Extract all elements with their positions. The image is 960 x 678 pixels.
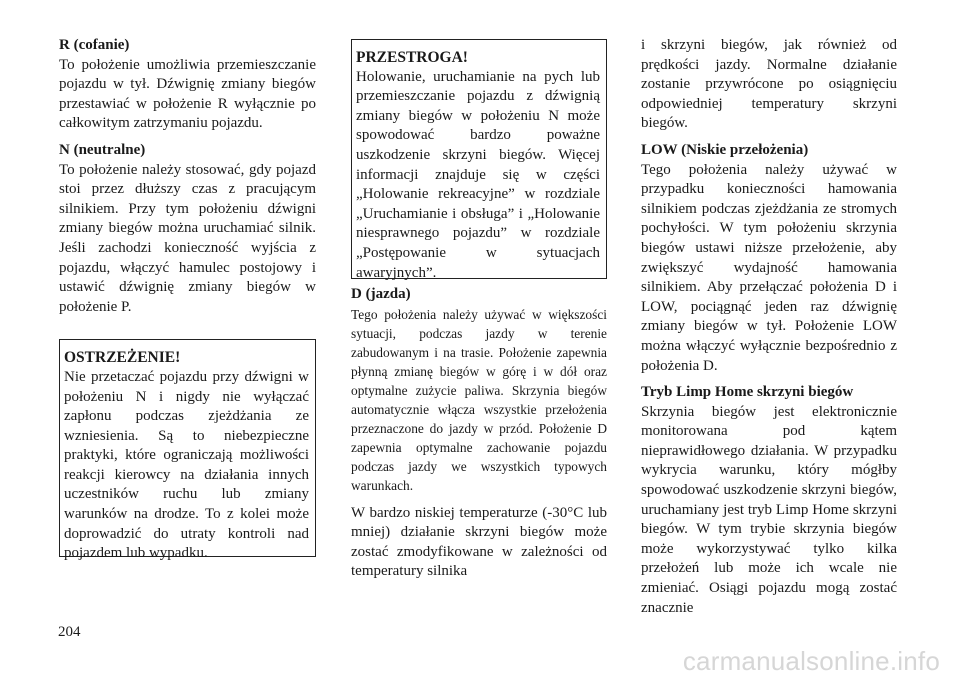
- d-heading: D (jazda): [351, 286, 411, 302]
- column-right: [641, 36, 897, 618]
- caution-title: PRZESTROGA!: [356, 49, 468, 66]
- temperature-continued: i skrzyni biegów, jak również od prędkości jazdy. Normalne działanie zostanie przywrócone po osiągnięciu odpowiedniej temperatury skrzyni biegów.: [641, 37, 897, 132]
- warning-title: OSTRZEŻENIE!: [64, 349, 181, 367]
- low-heading: LOW (Niskie przełożenia): [641, 141, 809, 158]
- limp-home-paragraph: Skrzynia biegów jest elektronicznie monitorowana pod kątem nieprawidłowego działania. W przypadku wykrycia warunku, który mógłby spowodować uszkodzenie skrzyni biegów, uruchamiany jest tryb Limp Home skrzyni biegów. W tym trybie skrzynia biegów może wykorzystywać tylko kilka przełożeń lub może ich wcale nie zmieniać. Osiągi pojazdu mogą zostać znacznie: [641, 403, 897, 616]
- d-block: [351, 305, 607, 496]
- low-paragraph: Tego położenia należy używać w przypadku konieczności hamowania silnikiem podczas zjeżdżania ze stromych pochyłości. W tym położeniu skrzynia biegów ustawi niższe przełożenie, aby zwiększyć wydajność hamowania silnikiem. Aby przełączać położenia D i LOW, pociągnąć jeden raz dźwignię zmiany biegów w tył. Położenie LOW można włączyć wyłącznie bezpośrednio z położenia D.: [641, 161, 897, 374]
- caution-text: Holowanie, uruchamianie na pych lub przemieszczanie pojazdu z dźwignią zmiany biegów w położeniu N może spowodować bardzo poważne uszkodzenie skrzyni biegów. Więcej informacji znajduje się w części „Holowanie rekreacyjne” w rozdziale „Uruchamianie i obsługa” i „Holowanie niesprawnego pojazdu” w rozdziale „Postępowanie w sytuacjach awaryjnych”.: [356, 68, 600, 281]
- column-middle: [351, 39, 607, 582]
- n-paragraph: To położenie należy stosować, gdy pojazd stoi przez dłuższy czas z pracującym silnikiem. Przy tym położeniu dźwigni zmiany biegów można uruchamiać silnik. Jeśli zachodzi konieczność wyjścia z pojazdu, włączyć hamulec postojowy i ustawić dźwignię zmiany biegów w położenie P.: [59, 161, 316, 315]
- caution-box: [351, 39, 607, 279]
- warning-box: [59, 339, 316, 562]
- limp-home-heading: Tryb Limp Home skrzyni biegów: [641, 384, 854, 401]
- d-paragraph: Tego położenia należy używać w większości sytuacji, podczas jazdy w terenie zabudowanym i na trasie. Położenie zapewnia płynną zmianę biegów w górę i w dół oraz optymalne zużycie paliwa. Skrzynia biegów automatycznie włącza wszystkie przełożenia przeznaczone do jazdy w przód. Położenie D zapewnia optymalne zachowanie pojazdu podczas jazdy we wszystkich typowych warunkach.: [351, 306, 607, 494]
- r-heading: R (cofanie): [59, 37, 130, 53]
- warning-text: Nie przetaczać pojazdu przy dźwigni w położeniu N i nigdy nie wyłączać zapłonu podczas zjeżdżania ze wzniesienia. Są to niebezpieczne praktyki, które ograniczają możliwości reakcji kierowcy na działania innych uczestników ruchu lub zmiany warunków na drodze. To z kolei może doprowadzić do utraty kontroli nad pojazdem lub wypadku.: [64, 368, 309, 562]
- column-left: [59, 36, 316, 562]
- page-number: 204: [58, 624, 81, 640]
- n-heading: N (neutralne): [59, 141, 146, 158]
- temperature-paragraph: W bardzo niskiej temperaturze (-30°C lub mniej) działanie skrzyni biegów może zostać zmodyfikowane w zależności od temperatury silnika: [351, 504, 607, 580]
- watermark: carmanualsonline.info: [682, 646, 940, 676]
- r-paragraph: To położenie umożliwia przemieszczanie pojazdu w tył. Dźwignię zmiany biegów przestawiać w położenie R wyłącznie po całkowitym zatrzymaniu pojazdu.: [59, 56, 316, 132]
